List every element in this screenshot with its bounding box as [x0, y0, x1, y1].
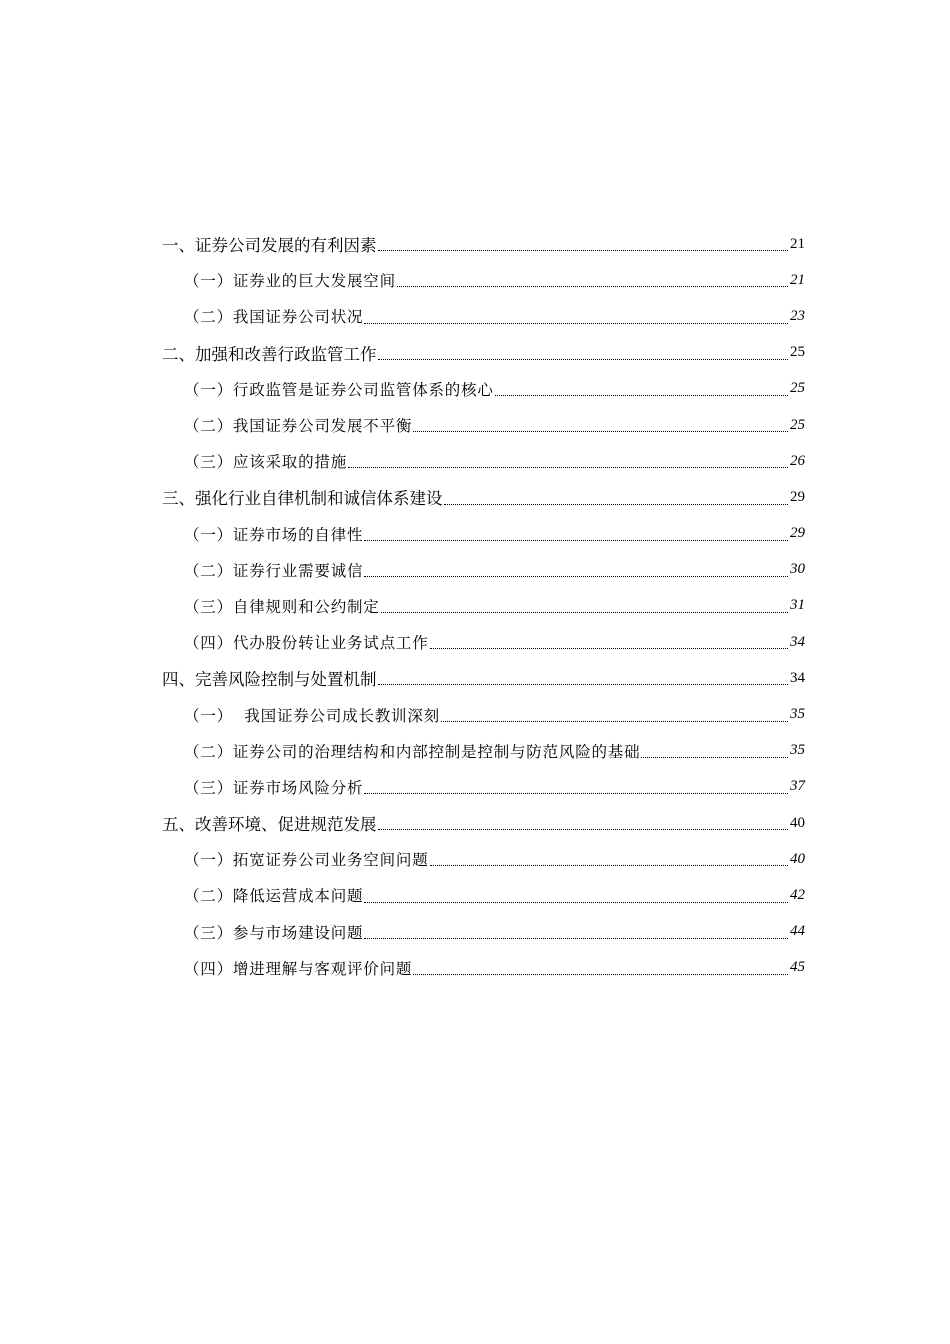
- toc-entry[interactable]: [0, 298, 950, 334]
- toc-entry-page: 34: [790, 633, 805, 650]
- toc-entry-title: （四）代办股份转让业务试点工作: [184, 634, 429, 653]
- toc-entry-title: （三）应该采取的措施: [184, 453, 348, 472]
- toc-entry-title: （二）我国证券公司状况: [184, 308, 364, 327]
- toc-entry-title: （一）行政监管是证券公司监管体系的核心: [184, 380, 494, 399]
- toc-entry-page: 42: [790, 886, 805, 903]
- toc-entry-title: 一、证券公司发展的有利因素: [162, 236, 377, 256]
- toc-entry-title: 三、强化行业自律机制和诚信体系建设: [162, 489, 443, 509]
- toc-entry-page: 21: [790, 271, 805, 288]
- toc-entry-title: （一）证券市场的自律性: [184, 525, 364, 544]
- toc-entry[interactable]: [0, 660, 950, 696]
- toc-entry[interactable]: [0, 950, 950, 986]
- toc-dot-leader: [444, 504, 789, 505]
- toc-entry-title: （三）证券市场风险分析: [184, 778, 364, 797]
- toc-entry[interactable]: [0, 371, 950, 407]
- toc-entry-page: 21: [790, 235, 805, 252]
- toc-dot-leader: [364, 540, 788, 541]
- toc-entry-title: （一）证券业的巨大发展空间: [184, 272, 396, 291]
- toc-entry-page: 26: [790, 452, 805, 469]
- toc-dot-leader: [364, 793, 788, 794]
- toc-entry[interactable]: [0, 841, 950, 877]
- toc-entry-title: （二）降低运营成本问题: [184, 887, 364, 906]
- toc-dot-leader: [397, 286, 788, 287]
- toc-dot-leader: [364, 938, 788, 939]
- toc-entry-page: 25: [790, 380, 805, 397]
- toc-dot-leader: [348, 467, 788, 468]
- toc-entry[interactable]: [0, 335, 950, 371]
- toc-entry-page: 30: [790, 561, 805, 578]
- toc-dot-leader: [364, 323, 788, 324]
- toc-entry-title: （二）证券公司的治理结构和内部控制是控制与防范风险的基础: [184, 742, 641, 761]
- toc-entry-page: 29: [790, 488, 805, 505]
- toc-entry-title: （二）我国证券公司发展不平衡: [184, 417, 413, 436]
- toc-entry-title: 四、完善风险控制与处置机制: [162, 670, 377, 690]
- toc-entry[interactable]: [0, 516, 950, 552]
- toc-entry[interactable]: [0, 552, 950, 588]
- toc-entry-title: 五、改善环境、促进规范发展: [162, 815, 377, 835]
- toc-entry-page: 34: [790, 669, 805, 686]
- toc-entry[interactable]: [0, 914, 950, 950]
- table-of-contents: [0, 226, 950, 986]
- toc-entry-page: 31: [790, 597, 805, 614]
- toc-entry-page: 23: [790, 307, 805, 324]
- toc-entry-page: 37: [790, 778, 805, 795]
- toc-dot-leader: [378, 359, 789, 360]
- toc-entry-title: （四）增进理解与客观评价问题: [184, 959, 413, 978]
- toc-dot-leader: [381, 612, 788, 613]
- toc-entry-page: 44: [790, 923, 805, 940]
- toc-entry[interactable]: [0, 696, 950, 732]
- toc-dot-leader: [441, 721, 788, 722]
- toc-entry[interactable]: [0, 262, 950, 298]
- toc-entry-page: 40: [790, 814, 805, 831]
- toc-entry-title: （一）拓宽证券公司业务空间问题: [184, 851, 429, 870]
- toc-dot-leader: [364, 902, 788, 903]
- toc-entry-page: 40: [790, 850, 805, 867]
- toc-dot-leader: [413, 974, 788, 975]
- toc-dot-leader: [641, 757, 788, 758]
- toc-dot-leader: [413, 431, 788, 432]
- toc-dot-leader: [495, 395, 788, 396]
- toc-dot-leader: [430, 865, 788, 866]
- toc-entry-page: 45: [790, 959, 805, 976]
- toc-entry-title: （一） 我国证券公司成长教训深刻: [184, 706, 440, 725]
- toc-entry-page: 29: [790, 525, 805, 542]
- toc-entry[interactable]: [0, 407, 950, 443]
- toc-entry[interactable]: [0, 588, 950, 624]
- toc-entry[interactable]: [0, 805, 950, 841]
- toc-dot-leader: [378, 829, 789, 830]
- toc-entry[interactable]: [0, 733, 950, 769]
- toc-entry-page: 35: [790, 706, 805, 723]
- toc-dot-leader: [364, 576, 788, 577]
- toc-entry[interactable]: [0, 443, 950, 479]
- toc-entry[interactable]: [0, 769, 950, 805]
- toc-entry-page: 35: [790, 742, 805, 759]
- toc-entry[interactable]: [0, 479, 950, 515]
- toc-entry-title: （三）自律规则和公约制定: [184, 597, 380, 616]
- toc-entry-title: 二、加强和改善行政监管工作: [162, 344, 377, 364]
- toc-entry-page: 25: [790, 344, 805, 361]
- toc-dot-leader: [378, 684, 789, 685]
- toc-entry-title: （二）证券行业需要诚信: [184, 561, 364, 580]
- toc-dot-leader: [430, 648, 788, 649]
- toc-dot-leader: [378, 250, 789, 251]
- toc-entry[interactable]: [0, 624, 950, 660]
- toc-entry-page: 25: [790, 416, 805, 433]
- toc-entry-title: （三）参与市场建设问题: [184, 923, 364, 942]
- toc-entry[interactable]: [0, 877, 950, 913]
- toc-entry[interactable]: [0, 226, 950, 262]
